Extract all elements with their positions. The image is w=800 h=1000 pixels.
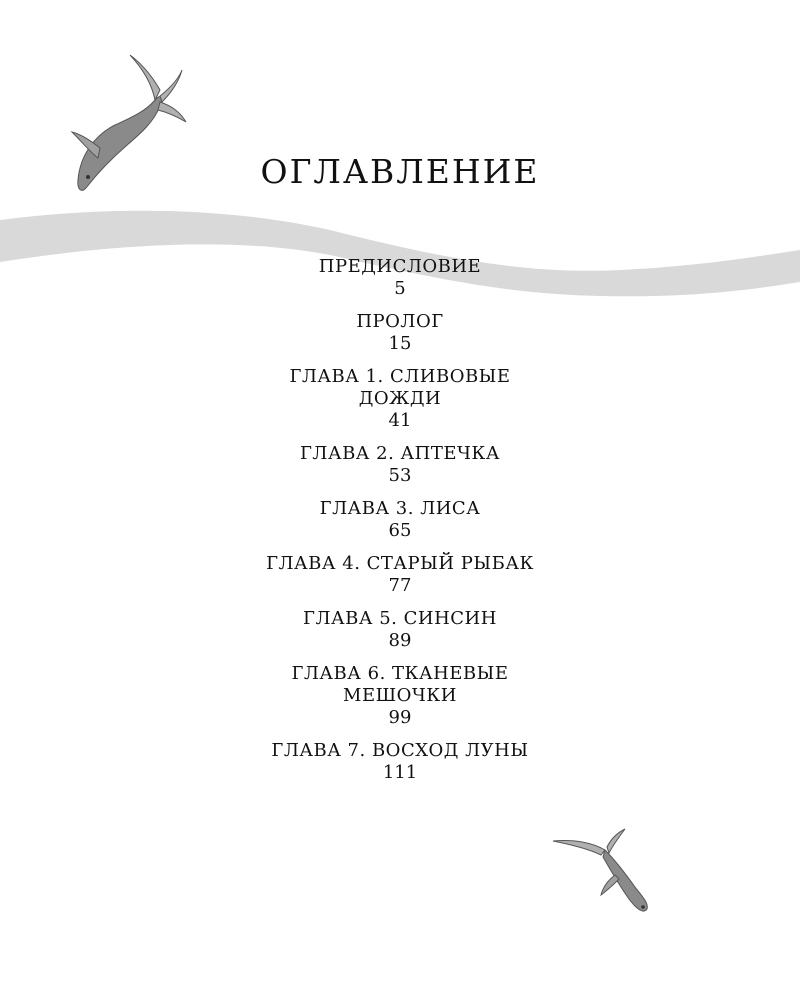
page-title: ОГЛАВЛЕНИЕ (260, 152, 540, 191)
toc-entry-label: ГЛАВА 6. ТКАНЕВЫЕ МЕШОЧКИ (291, 663, 509, 706)
toc-entry-label: ГЛАВА 4. СТАРЫЙ РЫБАК (266, 553, 534, 574)
toc-entry-chapter-4[interactable] (0, 553, 800, 596)
toc-entry-chapter-3[interactable] (0, 498, 800, 541)
toc-entry-label: ГЛАВА 3. ЛИСА (319, 498, 481, 519)
toc-entry-label: ПРЕДИСЛОВИЕ (318, 256, 482, 277)
toc-entry-chapter-1[interactable] (0, 366, 800, 431)
toc-entry-label: ГЛАВА 1. СЛИВОВЫЕ ДОЖДИ (289, 366, 511, 409)
toc-entry-label: ПРОЛОГ (356, 311, 444, 332)
toc-entry-page: 5 (394, 278, 406, 299)
toc-entry-page: 65 (388, 520, 412, 541)
toc-entry-chapter-2[interactable] (0, 443, 800, 486)
toc-entry-chapter-7[interactable] (0, 740, 800, 783)
toc-entry-page: 15 (388, 333, 412, 354)
toc-entry-label: ГЛАВА 2. АПТЕЧКА (300, 443, 500, 464)
toc-entry-label: ГЛАВА 7. ВОСХОД ЛУНЫ (271, 740, 529, 761)
toc-entry-page: 41 (388, 410, 412, 431)
toc-entry-page: 89 (388, 630, 412, 651)
toc-entry-page: 77 (388, 575, 412, 596)
toc-entry-page: 53 (388, 465, 412, 486)
toc-entry-chapter-6[interactable] (0, 663, 800, 728)
toc-entry-page: 99 (388, 707, 412, 728)
toc-entry-label: ГЛАВА 5. СИНСИН (303, 608, 497, 629)
table-of-contents (0, 256, 800, 795)
toc-entry-chapter-5[interactable] (0, 608, 800, 651)
toc-entry-preface[interactable] (0, 256, 800, 299)
toc-entry-page: 111 (382, 762, 418, 783)
koi-fish-icon (545, 825, 670, 920)
toc-entry-prologue[interactable] (0, 311, 800, 354)
